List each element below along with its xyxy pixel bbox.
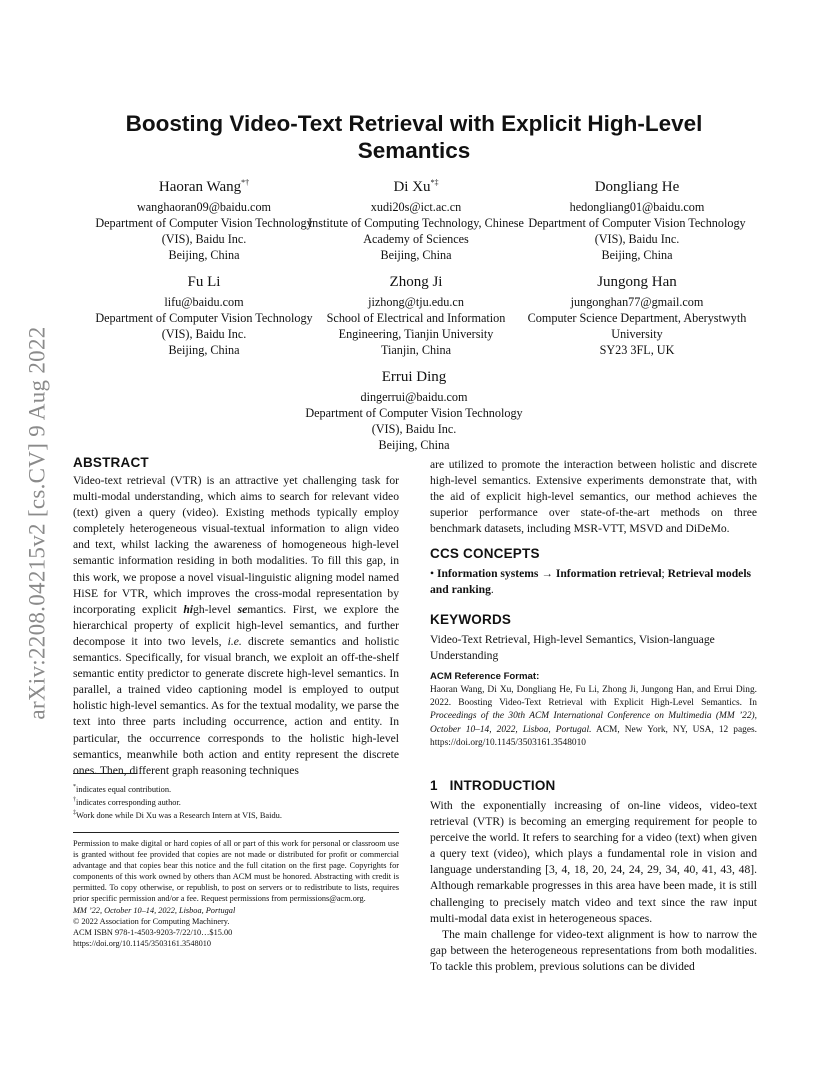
author-affiliation: Department of Computer Vision Technology (VIS), Baidu Inc. <box>528 216 746 246</box>
abstract-heading: ABSTRACT <box>73 455 149 470</box>
author-block <box>517 268 757 358</box>
footnote: ‡Work done while Di Xu was a Research Intern at VIS, Baidu. <box>73 809 282 820</box>
ccs-section <box>430 546 757 598</box>
paragraph: With the exponentially increasing of on-line videos, video-text retrieval (VTR) is becoming an emerging requirement for people to perceive the world. It refers to searching for a video (text) when given a query text (video), which plays a fundamental role in vision and language understanding [3, 4, 18, 20, 24, 24, 29, 34, 40, 41, 43, 48]. Although remarkable progresses in this area have been made, it is still challenging to precisely match video and text since the raw input multi-modal data exist in heterogeneous spaces. <box>430 799 757 925</box>
author-location: Beijing, China <box>380 248 452 262</box>
author-affiliation: Computer Science Department, Aberystwyth University <box>527 311 747 341</box>
author-block <box>294 363 534 453</box>
author-name: Zhong Ji <box>389 274 443 290</box>
author-location: SY23 3FL, UK <box>599 343 675 357</box>
keywords-text: Video-Text Retrieval, High-level Semantics, Vision-language Understanding <box>430 633 715 663</box>
author-block <box>517 173 757 263</box>
abstract-continued: are utilized to promote the interaction between holistic and discrete high-level semantics. Extensive experiments demonstrate that, with the aid of explicit high-level semantics, our method achieves the superior performance over state-of-the-art methods on three benchmark datasets, including MSR-VTT, MSVD and DiDeMo. <box>430 458 757 536</box>
footnote: †indicates corresponding author. <box>73 796 181 807</box>
ccs-heading: CCS CONCEPTS <box>430 546 540 561</box>
ccs-text: • Information systems → Information retrieval; Retrieval models and ranking. <box>430 567 752 597</box>
introduction-section <box>430 778 757 975</box>
footnote-rule <box>73 773 137 774</box>
author-name: Di Xu*‡ <box>393 178 439 195</box>
author-block <box>296 268 536 358</box>
abstract-text: Video-text retrieval (VTR) is an attractive yet challenging task for multi-modal understanding, which aims to search for relevant video (text) given a query (video). Existing methods typically employ completely heterogeneous visual-textual information to align video and text, whilst lacking the awareness of homogeneous high-level semantic information residing in both modalities. To fill this gap, in this work, we propose a novel visual-linguistic aligning model named HiSE for VTR, which improves the cross-modal representation by incorporating explicit high-level semantics. First, we explore the hierarchical property of explicit high-level semantics, and further decompose it into two levels, i.e. discrete semantics and holistic semantics. Specifically, for visual branch, we exploit an off-the-shelf semantic entity predictor to generate discrete high-level semantics. In parallel, a trained video captioning model is employed to output holistic high-level semantics. As for the textual modality, we parse the text into three parts including occurrence, action and entity. In particular, the occurrence corresponds to the holistic high-level semantics, meanwhile both action and entity represent the discrete ones. Then, different graph reasoning techniques <box>73 474 400 777</box>
author-email: lifu@baidu.com <box>164 295 244 309</box>
isbn-line: ACM ISBN 978-1-4503-9203-7/22/10…$15.00 <box>73 927 233 937</box>
author-email: wanghaoran09@baidu.com <box>136 200 272 214</box>
author-affiliation: Department of Computer Vision Technology (VIS), Baidu Inc. <box>95 311 313 341</box>
author-block <box>84 173 324 263</box>
author-affiliation: Department of Computer Vision Technology (VIS), Baidu Inc. <box>305 406 523 436</box>
author-location: Beijing, China <box>378 438 450 452</box>
conference-line: MM ’22, October 10–14, 2022, Lisboa, Portugal <box>73 905 236 915</box>
author-name: Errui Ding <box>381 369 447 385</box>
introduction-heading: 1 INTRODUCTION <box>430 778 556 793</box>
footnote: *indicates equal contribution. <box>73 784 172 794</box>
keywords-section <box>430 612 757 664</box>
author-block <box>296 173 536 263</box>
paragraph: The main challenge for video-text alignment is how to narrow the gap between the heterogeneous representations from both modalities. To tackle this problem, previous solutions can be divided <box>430 927 757 973</box>
acm-reference-heading: ACM Reference Format: <box>430 671 540 682</box>
acm-reference-text: Haoran Wang, Di Xu, Dongliang He, Fu Li, Zhong Ji, Jungong Han, and Errui Ding. 2022. Boosting Video-Text Retrieval with Explicit High-Level Semantics. In Proceedings of the 30th ACM International Conference on Multimedia (MM ’22), October 10–14, 2022, Lisboa, Portugal. ACM, New York, NY, USA, 12 pages. https://doi.org/10.1145/3503161.3548010 <box>430 685 757 748</box>
permission-notice <box>73 838 399 949</box>
arxiv-id: arXiv:2208.04215v2 [cs.CV] 9 Aug 2022 <box>25 326 51 720</box>
permission-text: Permission to make digital or hard copies of all or part of this work for personal or classroom use is granted without fee provided that copies are not made or distributed for profit or commercial advantage and that copies bear this notice and the full citation on the first page. Copyrights for components of this work owned by others than ACM must be honored. Abstracting with credit is permitted. To copy otherwise, or republish, to post on servers or to redistribute to lists, requires prior specific permission and/or a fee. Request permissions from permissions@acm.org. <box>73 839 399 904</box>
copyright-line: © 2022 Association for Computing Machinery. <box>73 916 230 926</box>
author-name: Jungong Han <box>597 274 677 290</box>
author-name: Haoran Wang*† <box>158 178 250 195</box>
introduction-text <box>430 798 757 975</box>
author-email: xudi20s@ict.ac.cn <box>370 200 462 214</box>
author-affiliation: School of Electrical and Information Engineering, Tianjin University <box>326 311 506 341</box>
author-email: dingerrui@baidu.com <box>360 390 468 404</box>
author-name: Fu Li <box>187 274 221 290</box>
acm-reference-section <box>430 671 757 750</box>
abstract-section <box>73 455 399 779</box>
author-affiliation: Department of Computer Vision Technology (VIS), Baidu Inc. <box>95 216 313 246</box>
author-location: Beijing, China <box>168 343 240 357</box>
arxiv-sidebar-stamp <box>16 288 60 758</box>
author-email: jizhong@tju.edu.cn <box>368 295 464 309</box>
author-location: Beijing, China <box>601 248 673 262</box>
author-location: Tianjin, China <box>381 343 451 357</box>
doi-link[interactable]: https://doi.org/10.1145/3503161.3548010 <box>73 938 212 948</box>
author-affiliation: Institute of Computing Technology, Chinese Academy of Sciences <box>308 216 524 246</box>
author-location: Beijing, China <box>168 248 240 262</box>
author-name: Dongliang He <box>594 179 680 195</box>
keywords-heading: KEYWORDS <box>430 612 512 627</box>
author-email: jungonghan77@gmail.com <box>570 295 704 309</box>
author-block <box>84 268 324 358</box>
author-email: hedongliang01@baidu.com <box>569 200 705 214</box>
footnotes <box>73 782 399 820</box>
permission-rule <box>73 832 399 833</box>
paper-title: Boosting Video-Text Retrieval with Explicit High-Level Semantics <box>125 111 703 163</box>
